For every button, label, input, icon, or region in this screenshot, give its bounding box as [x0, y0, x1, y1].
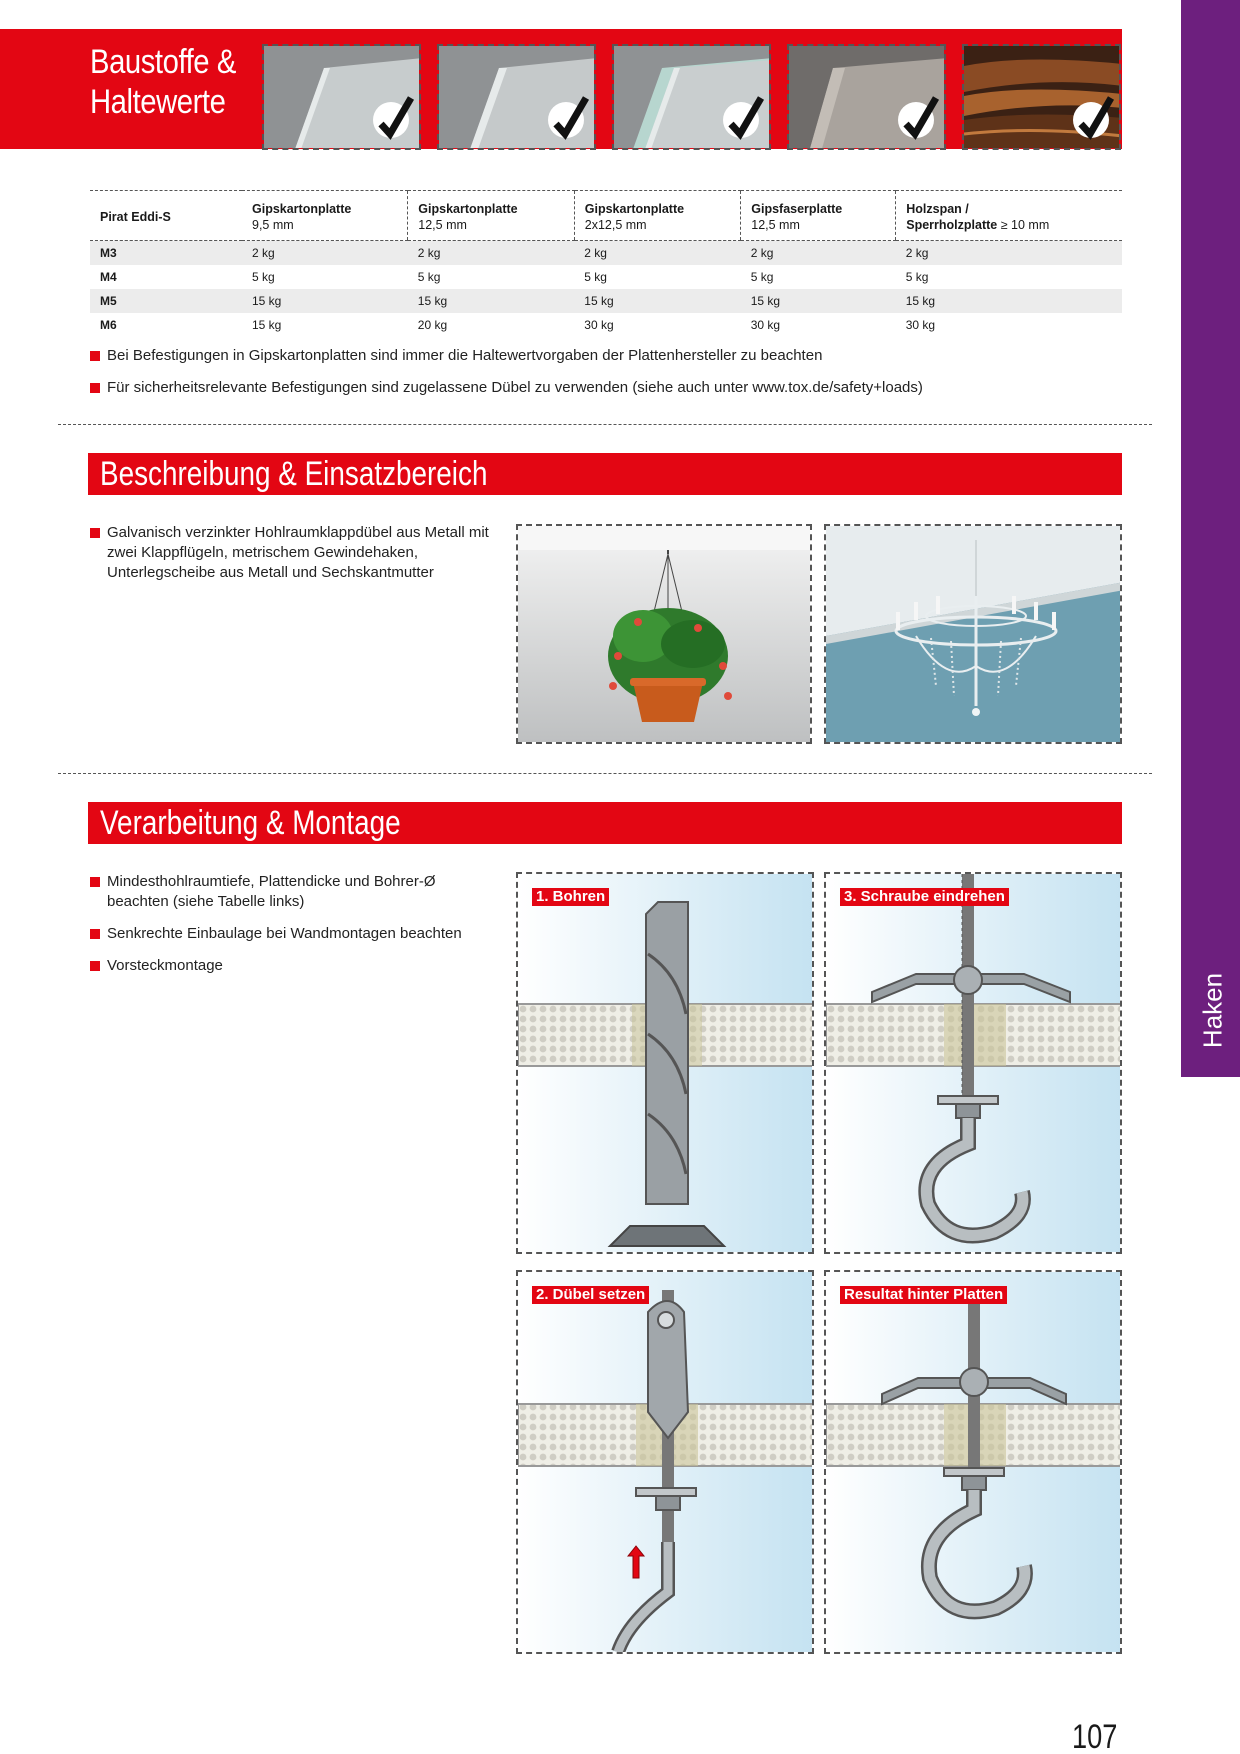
material-tile-gipskarton-12-5: [437, 44, 596, 150]
side-tab-label: Haken: [1197, 972, 1228, 1049]
section-title: Verarbeitung & Montage: [100, 804, 401, 842]
table-cell: 20 kg: [417, 317, 448, 332]
load-table: [90, 190, 1122, 337]
check-icon: [548, 102, 584, 138]
table-row: [90, 265, 1122, 289]
table-cell: M4: [100, 269, 117, 284]
material-tile-gipsfaser: [787, 44, 946, 150]
bullet-square-icon: [90, 877, 100, 887]
step-result: [824, 1270, 1122, 1654]
step-screw: [824, 872, 1122, 1254]
table-column-header: Gipskartonplatte 9,5 mm: [242, 191, 408, 241]
section-title: Beschreibung & Einsatzbereich: [100, 455, 488, 493]
bullet-square-icon: [90, 528, 100, 538]
material-tile-gipskarton-9-5: [262, 44, 421, 150]
table-cell: 2 kg: [741, 241, 896, 265]
assembly-item: Mindesthohlraumtiefe, Plattendicke und Bohrer-Ø beachten (siehe Tabelle links): [90, 872, 500, 912]
table-cell: 2 kg: [574, 241, 740, 265]
description-section-bar: [88, 453, 1122, 495]
check-icon: [723, 102, 759, 138]
table-cell: 5 kg: [584, 269, 607, 284]
table-cell: 15 kg: [896, 289, 1122, 313]
table-column-header: Gipskartonplatte 12,5 mm: [408, 191, 574, 241]
step-label: 3. Schraube eindrehen: [840, 888, 1009, 906]
table-cell: 5 kg: [417, 269, 441, 284]
check-icon: [898, 102, 934, 138]
bullet-square-icon: [90, 383, 100, 393]
step-drilling: [516, 872, 814, 1254]
step-label: 2. Dübel setzen: [532, 1286, 649, 1304]
note-item: Bei Befestigungen in Gipskartonplatten sind immer die Haltewertvorgaben der Plattenhersteller zu beachten: [90, 346, 1130, 366]
assembly-item: Senkrechte Einbaulage bei Wandmontagen beachten: [90, 924, 500, 944]
divider: [58, 773, 1152, 774]
table-cell: M6: [100, 317, 117, 332]
chandelier-photo: [824, 524, 1122, 744]
bullet-square-icon: [90, 929, 100, 939]
bullet-square-icon: [90, 351, 100, 361]
table-cell: 30 kg: [905, 317, 936, 332]
table-cell: 30 kg: [584, 317, 614, 332]
side-tab: [1181, 0, 1240, 1077]
material-tile-gipskarton-2x12-5: [612, 44, 771, 150]
table-product-header: Pirat Eddi-S: [90, 191, 242, 241]
material-tile-holzspan: [962, 44, 1121, 150]
table-column-header: Holzspan / Sperrholzplatte ≥ 10 mm: [896, 191, 1122, 241]
table-cell: 5 kg: [252, 269, 275, 284]
table-cell: 15 kg: [574, 289, 740, 313]
hanging-plant-photo: [516, 524, 812, 744]
bullet-square-icon: [90, 961, 100, 971]
table-cell: 2 kg: [408, 241, 574, 265]
table-column-header: Gipsfaserplatte 12,5 mm: [741, 191, 896, 241]
table-cell: 15 kg: [408, 289, 574, 313]
table-cell: M5: [90, 289, 242, 313]
table-cell: 5 kg: [750, 269, 774, 284]
table-cell: 5 kg: [905, 269, 929, 284]
step-insert-dowel: [516, 1270, 814, 1654]
table-cell: 2 kg: [242, 241, 408, 265]
table-column-header: Gipskartonplatte 2x12,5 mm: [574, 191, 740, 241]
check-icon: [1073, 102, 1109, 138]
table-cell: 15 kg: [741, 289, 896, 313]
table-cell: 15 kg: [252, 317, 282, 332]
step-label: Resultat hinter Platten: [840, 1286, 1007, 1304]
table-cell: 30 kg: [750, 317, 781, 332]
note-item: Für sicherheitsrelevante Befestigungen sind zugelassene Dübel zu verwenden (siehe auch unter www.tox.de/safety+loads): [90, 378, 1130, 398]
check-icon: [373, 102, 409, 138]
table-row: [90, 241, 1122, 265]
table-row: [90, 313, 1122, 337]
table-header-row: [90, 191, 1122, 241]
page-title: Baustoffe & Haltewerte: [90, 43, 236, 121]
description-item: Galvanisch verzinkter Hohlraumklappdübel aus Metall mit zwei Klappflügeln, metrischem Gewindehaken, Unterlegscheibe aus Metall und Sechskantmutter: [90, 523, 500, 583]
table-cell: 2 kg: [896, 241, 1122, 265]
table-row: [90, 289, 1122, 313]
table-cell: M3: [90, 241, 242, 265]
step-label: 1. Bohren: [532, 888, 609, 906]
table-cell: 15 kg: [242, 289, 408, 313]
divider: [58, 424, 1152, 425]
page-number: 107: [1072, 1718, 1118, 1754]
assembly-section-bar: [88, 802, 1122, 844]
assembly-item: Vorsteckmontage: [90, 956, 500, 976]
